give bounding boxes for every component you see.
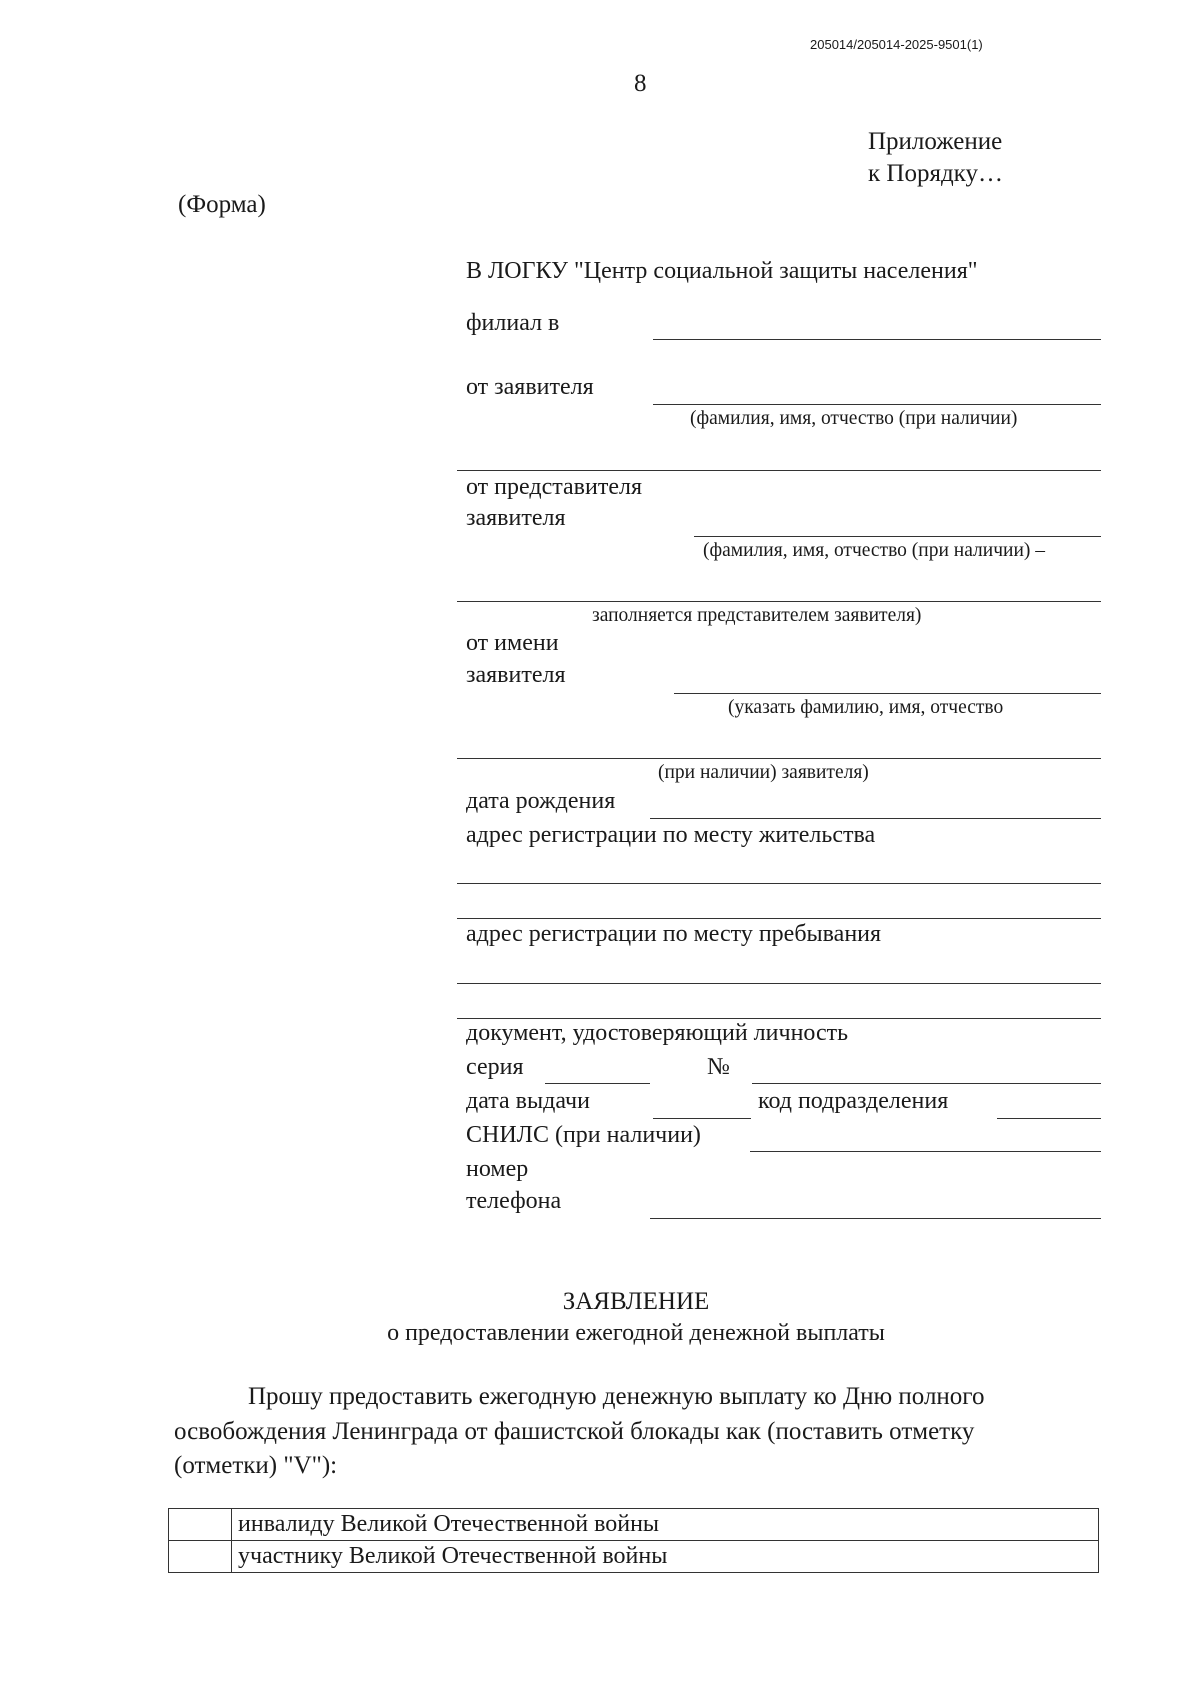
birth-date-line[interactable] <box>650 818 1101 819</box>
representative-name-line-2[interactable] <box>457 601 1101 602</box>
option-label-1: инвалиду Великой Отечественной войны <box>232 1509 1099 1541</box>
stay-address-line-2[interactable] <box>457 1018 1101 1019</box>
snils-label: СНИЛС (при наличии) <box>466 1122 701 1148</box>
appendix-line-1: Приложение <box>868 128 1003 155</box>
phone-label-1: номер <box>466 1156 529 1182</box>
applicant-name-line[interactable] <box>653 404 1101 405</box>
statement-body-line-3: (отметки) "V"): <box>174 1452 338 1479</box>
number-field-line[interactable] <box>752 1083 1101 1084</box>
from-applicant-label: от заявителя <box>466 374 594 400</box>
stay-address-line-1[interactable] <box>457 983 1101 984</box>
representative-label-1: от представителя <box>466 474 642 500</box>
table-row <box>169 1541 1099 1573</box>
addressee-title: В ЛОГКУ "Центр социальной защиты населения" <box>466 258 978 284</box>
statement-body-line-2: освобождения Ленинграда от фашистской блокады как (поставить отметку <box>174 1418 975 1445</box>
snils-field-line[interactable] <box>750 1151 1101 1152</box>
phone-field-line[interactable] <box>650 1218 1101 1219</box>
residence-address-label: адрес регистрации по месту жительства <box>466 822 876 848</box>
series-field-line[interactable] <box>545 1083 650 1084</box>
behalf-label-2: заявителя <box>466 662 566 688</box>
birth-date-label: дата рождения <box>466 788 616 814</box>
behalf-hint-1: (указать фамилию, имя, отчество <box>728 697 1004 718</box>
behalf-name-line[interactable] <box>674 693 1101 694</box>
option-label-2: участнику Великой Отечественной войны <box>232 1541 1099 1573</box>
document-id: 205014/205014-2025-9501(1) <box>810 37 983 52</box>
option-checkbox-2[interactable] <box>169 1541 232 1573</box>
representative-hint-1: (фамилия, имя, отчество (при наличии) – <box>703 540 1045 561</box>
statement-title: ЗАЯВЛЕНИЕ <box>562 1288 710 1315</box>
category-options-table <box>168 1508 1099 1573</box>
page-number: 8 <box>634 70 647 97</box>
division-code-label: код подразделения <box>758 1088 949 1114</box>
issue-date-field-line[interactable] <box>653 1118 751 1119</box>
representative-name-line[interactable] <box>694 536 1101 537</box>
applicant-name-hint: (фамилия, имя, отчество (при наличии) <box>690 408 1018 429</box>
statement-body-line-1: Прошу предоставить ежегодную денежную выплату ко Дню полного <box>248 1383 985 1410</box>
table-row <box>169 1509 1099 1541</box>
applicant-name-line-2[interactable] <box>457 470 1101 471</box>
id-document-label: документ, удостоверяющий личность <box>466 1020 849 1046</box>
residence-address-line-1[interactable] <box>457 883 1101 884</box>
issue-date-label: дата выдачи <box>466 1088 590 1114</box>
appendix-line-2: к Порядку… <box>868 160 1003 187</box>
phone-label-2: телефона <box>466 1188 562 1214</box>
division-code-field-line[interactable] <box>997 1118 1101 1119</box>
representative-label-2: заявителя <box>466 505 566 531</box>
form-label: (Форма) <box>178 191 266 218</box>
behalf-label-1: от имени <box>466 630 559 656</box>
behalf-name-line-2[interactable] <box>457 758 1101 759</box>
stay-address-label: адрес регистрации по месту пребывания <box>466 921 882 947</box>
statement-subtitle: о предоставлении ежегодной денежной выплаты <box>387 1320 885 1346</box>
residence-address-line-2[interactable] <box>457 918 1101 919</box>
option-checkbox-1[interactable] <box>169 1509 232 1541</box>
representative-hint-2: заполняется представителем заявителя) <box>592 605 922 626</box>
number-sign: № <box>707 1054 730 1080</box>
branch-field-line[interactable] <box>653 339 1101 340</box>
series-label: серия <box>466 1054 524 1080</box>
branch-label: филиал в <box>466 310 560 336</box>
behalf-hint-2: (при наличии) заявителя) <box>658 762 869 783</box>
